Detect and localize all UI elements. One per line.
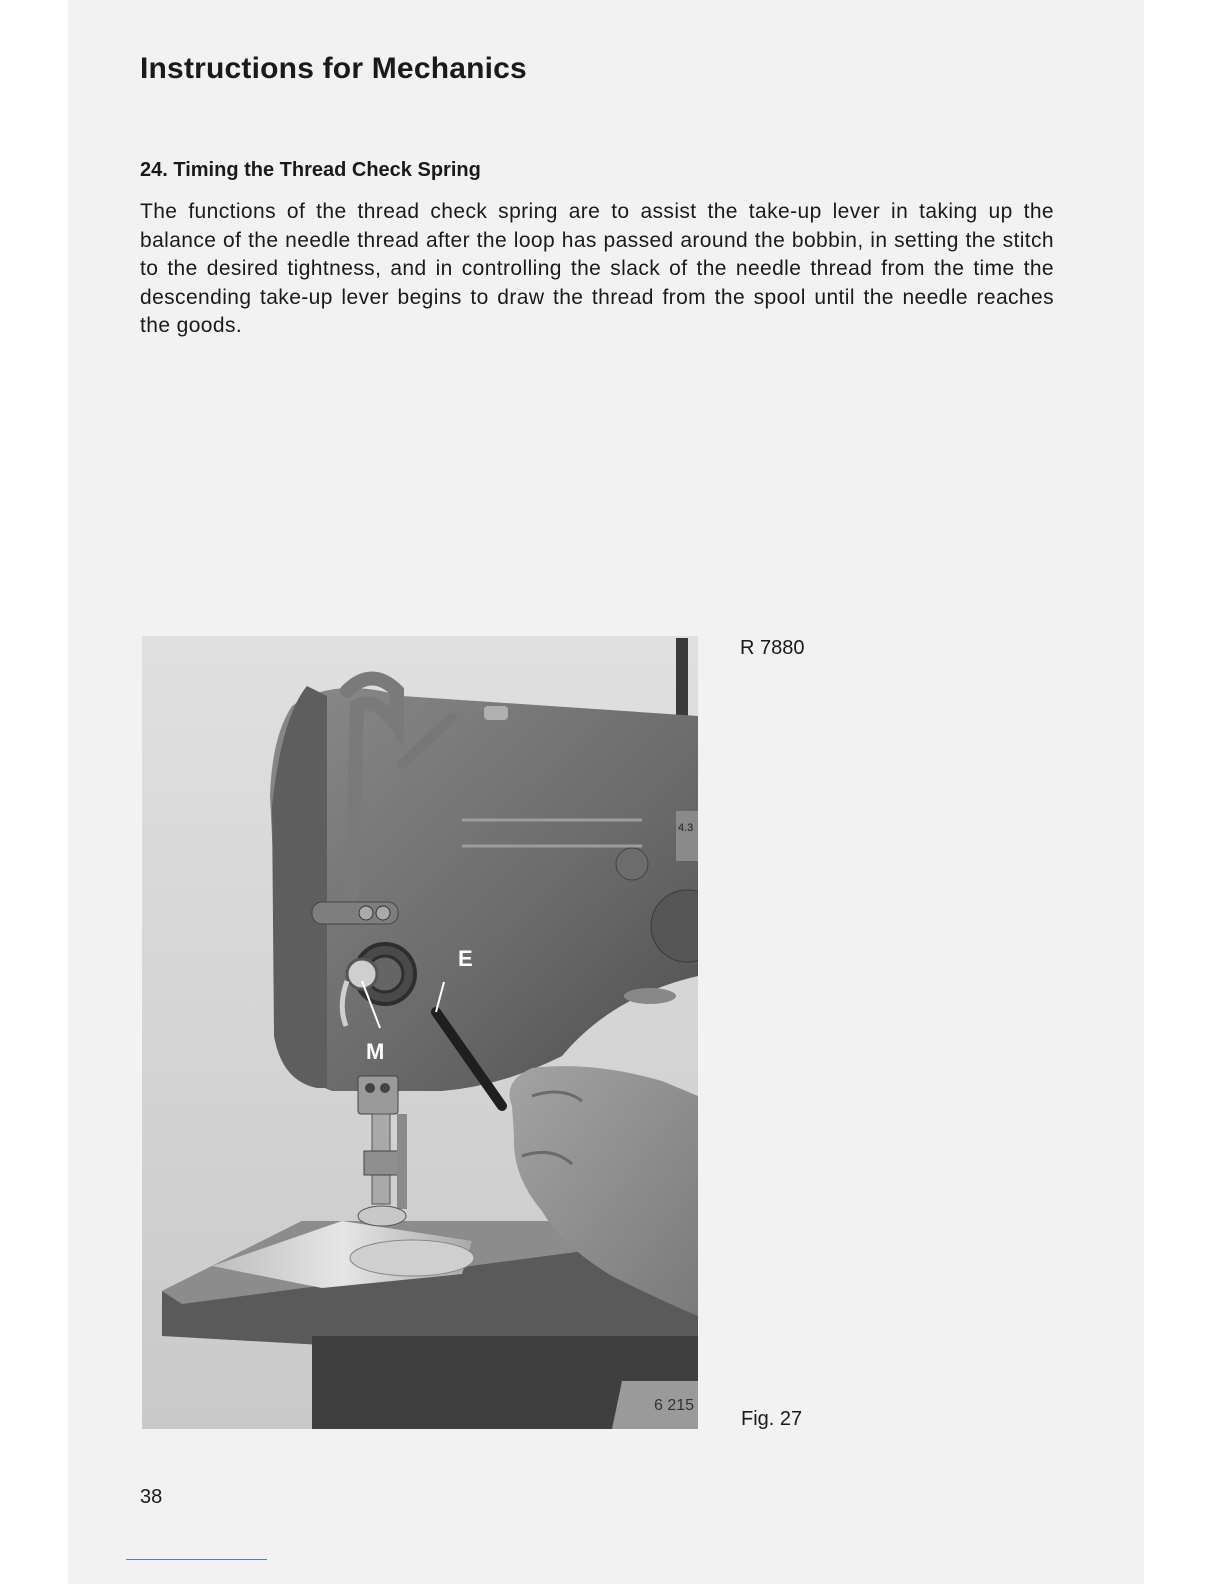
label-m: M bbox=[366, 1039, 385, 1064]
dial-mark: 4.3 bbox=[678, 822, 694, 834]
reference-number: R 7880 bbox=[740, 637, 805, 659]
sewing-machine-photo bbox=[142, 636, 698, 1429]
thread-stand-rod bbox=[676, 638, 688, 718]
label-e: E bbox=[458, 946, 473, 971]
section-title: 24. Timing the Thread Check Spring bbox=[140, 159, 481, 181]
page-number: 38 bbox=[140, 1486, 163, 1508]
thread-check-spring bbox=[347, 959, 377, 989]
presser-foot bbox=[358, 1206, 406, 1226]
needle-bar-clamp bbox=[358, 1076, 398, 1114]
lever-knob bbox=[624, 988, 676, 1004]
body-paragraph: The functions of the thread check spring are to assist the take-up lever in taking up the balance of the needle thread after the loop has passed around the bobbin, in setting the stitch to the desired tightness, and in controlling the slack of the needle thread from the time the descending take-up lever begins to draw the thread from the spool until the needle reaches the goods. bbox=[140, 200, 1054, 338]
footer-rule bbox=[126, 1559, 267, 1560]
slide-plate bbox=[350, 1240, 474, 1276]
nameplate-stamp: 6 215 bbox=[654, 1397, 695, 1414]
page-heading: Instructions for Mechanics bbox=[140, 52, 527, 85]
figure-caption: Fig. 27 bbox=[741, 1408, 803, 1430]
